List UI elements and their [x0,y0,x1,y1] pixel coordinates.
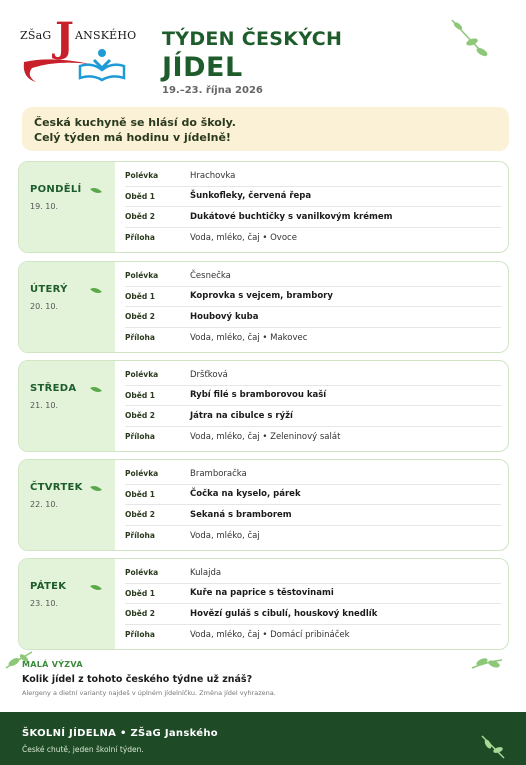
meal-label: Polévka [125,271,159,281]
meal-row [125,604,501,625]
meal-label: Oběd 2 [125,609,156,619]
meal-value: Voda, mléko, čaj • Zeleninový salát [190,431,341,442]
meal-value: Voda, mléko, čaj • Makovec [190,332,308,343]
meal-label: Oběd 1 [125,588,156,598]
day-card [18,261,509,353]
page-title-line1: TÝDEN ČESKÝCH [162,28,343,50]
meal-row [125,365,501,386]
day-name: PONDĚLÍ [30,184,82,195]
meal-row [125,505,501,526]
meal-value: Hovězí guláš s cibulí, houskový knedlík [190,608,378,619]
meal-label: Polévka [125,171,159,181]
challenge-question: Kolik jídel z tohoto českého týdne už znáš? [22,674,253,685]
logo-letter: J [55,14,75,61]
meal-row [125,266,501,287]
meal-value: Voda, mléko, čaj [190,530,260,541]
day-card [18,558,509,650]
page-title-line2: JÍDEL [162,52,243,83]
day-date: 19. 10. [30,202,58,211]
meal-label: Příloha [125,233,155,243]
day-header [19,262,115,352]
day-header [19,460,115,550]
meal-value: Kuře na paprice s těstovinami [190,588,334,599]
meal-row [125,464,501,485]
footer-subtitle: České chutě, jeden školní týden. [22,745,144,754]
challenge-section [22,660,276,697]
meal-label: Polévka [125,370,159,380]
meal-label: Polévka [125,469,159,479]
footer-title: ŠKOLNÍ JÍDELNA • ZŠaG Janského [22,728,218,739]
meal-row [125,485,501,506]
day-name: ČTVRTEK [30,482,83,493]
meal-row [125,207,501,228]
challenge-note: Alergeny a dietní varianty najdeš v úplném jídelníčku. Změna jídel vyhrazena. [22,689,276,697]
footer [0,712,526,765]
leaf-icon [89,286,103,296]
meal-label: Oběd 1 [125,390,156,400]
meal-label: Oběd 2 [125,510,156,520]
meal-row [125,328,501,349]
intro-banner [22,107,509,151]
meal-row [125,228,501,249]
meal-label: Oběd 1 [125,489,156,499]
day-name: PÁTEK [30,581,67,592]
meal-label: Příloha [125,333,155,343]
day-name: ÚTERÝ [30,284,68,295]
day-header [19,162,115,252]
leaf-icon [89,583,103,593]
meal-value: Houbový kuba [190,311,259,322]
meal-row [125,386,501,407]
meal-value: Rybí filé s bramborovou kaší [190,390,327,401]
day-card [18,459,509,551]
logo-text-left: ZŠaG [20,29,52,42]
meal-label: Oběd 2 [125,312,156,322]
meal-label: Příloha [125,630,155,640]
meal-value: Dukátové buchtičky s vanilkovým krémem [190,211,393,222]
meal-value: Česnečka [190,270,231,281]
day-date: 23. 10. [30,599,58,608]
leaf-icon [89,385,103,395]
day-card [18,360,509,452]
meal-value: Čočka na kyselo, párek [190,489,301,500]
meal-rows [125,266,501,348]
day-card [18,161,509,253]
day-date: 21. 10. [30,401,58,410]
meal-row [125,427,501,448]
meal-value: Voda, mléko, čaj • Ovoce [190,232,297,243]
meal-row [125,625,501,646]
book-reader-icon [76,48,128,82]
banner-line2: Celý týden má hodinu v jídelně! [34,131,231,144]
meal-value: Hrachovka [190,170,236,181]
meal-row [125,166,501,187]
leaf-sprig-right-icon [470,650,504,674]
meal-row [125,526,501,547]
leaf-branch-icon [448,16,490,60]
meal-rows [125,563,501,645]
date-range: 19.–23. října 2026 [162,85,263,96]
meal-value: Játra na cibulce s rýží [190,410,293,421]
meal-value: Kulajda [190,567,222,578]
logo-text-right: ANSKÉHO [75,29,137,42]
leaf-icon [89,186,103,196]
meal-label: Příloha [125,531,155,541]
meal-label: Oběd 2 [125,411,156,421]
challenge-label: MALÁ VÝZVA [22,660,83,669]
meal-value: Sekaná s bramborem [190,509,292,520]
day-header [19,361,115,451]
meal-label: Oběd 1 [125,191,156,201]
meal-row [125,563,501,584]
meal-label: Polévka [125,568,159,578]
meal-label: Oběd 2 [125,212,156,222]
day-name: STŘEDA [30,383,77,394]
meal-value: Bramboračka [190,468,247,479]
meal-row [125,287,501,308]
meal-value: Voda, mléko, čaj • Domácí pribináček [190,629,350,640]
meal-row [125,187,501,208]
meal-row [125,584,501,605]
title-block [162,28,342,96]
meal-rows [125,166,501,248]
day-date: 20. 10. [30,302,58,311]
meal-row [125,307,501,328]
meal-rows [125,365,501,447]
meal-label: Oběd 1 [125,291,156,301]
footer-leaf-icon [478,732,508,762]
meal-label: Příloha [125,432,155,442]
meal-value: Koprovka s vejcem, brambory [190,291,333,302]
header [0,0,526,104]
meal-value: Dršťková [190,369,228,380]
meal-rows [125,464,501,546]
banner-line1: Česká kuchyně se hlásí do školy. [34,116,236,129]
day-header [19,559,115,649]
day-date: 22. 10. [30,500,58,509]
school-logo [18,14,138,84]
meal-row [125,406,501,427]
leaf-icon [89,484,103,494]
meal-value: Šunkofleky, červená řepa [190,191,312,202]
